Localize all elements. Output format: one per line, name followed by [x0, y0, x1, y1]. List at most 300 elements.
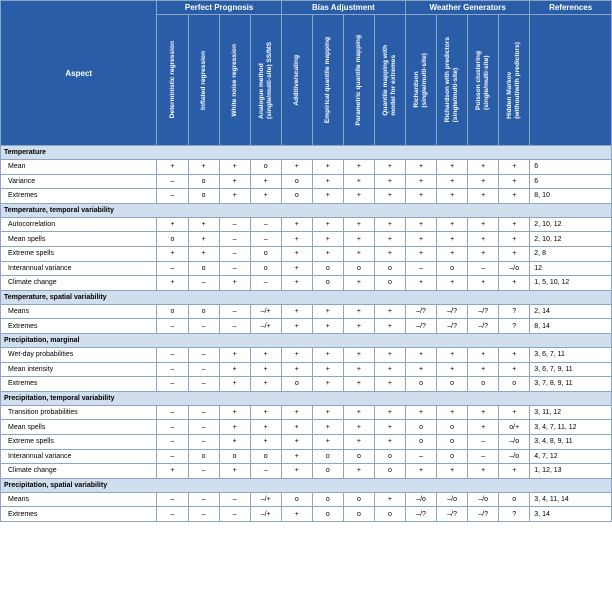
rating-cell: +	[250, 420, 281, 435]
rating-cell: +	[219, 174, 250, 189]
method-label: Richardson with predictors (single/multi-site)	[444, 37, 460, 123]
rating-cell: –/o	[499, 434, 530, 449]
aspect-cell: Extreme spells	[1, 434, 157, 449]
rating-cell: –	[157, 174, 188, 189]
method-label: Analogue method (single/multi-site) SS/MS	[257, 41, 273, 119]
rating-cell: +	[374, 405, 405, 420]
rating-cell: +	[312, 189, 343, 204]
rating-cell: o	[188, 304, 219, 319]
rating-cell: +	[312, 420, 343, 435]
rating-cell: +	[437, 189, 468, 204]
rating-cell: o	[374, 464, 405, 479]
rating-cell: –	[188, 362, 219, 377]
rating-cell: +	[374, 319, 405, 334]
section-title: Temperature, temporal variability	[1, 203, 612, 217]
rating-cell: +	[281, 160, 312, 175]
table-body	[1, 146, 612, 522]
method-header	[499, 15, 530, 146]
method-header	[188, 15, 219, 146]
rating-cell: –/o	[499, 449, 530, 464]
rating-cell: +	[312, 174, 343, 189]
aspect-cell: Transition probabilities	[1, 405, 157, 420]
table-row	[1, 160, 612, 175]
rating-cell: +	[468, 189, 499, 204]
table-row	[1, 449, 612, 464]
rating-cell: +	[468, 464, 499, 479]
rating-cell: o	[250, 246, 281, 261]
references-cell: 8, 10	[530, 189, 612, 204]
rating-cell: –/?	[468, 507, 499, 522]
rating-cell: –	[219, 246, 250, 261]
rating-cell: –	[188, 464, 219, 479]
rating-cell: +	[437, 246, 468, 261]
references-header: References	[530, 1, 612, 15]
rating-cell: –	[406, 261, 437, 276]
rating-cell: +	[374, 377, 405, 392]
rating-cell: o	[312, 449, 343, 464]
rating-cell: –/?	[437, 319, 468, 334]
rating-cell: o	[281, 189, 312, 204]
rating-cell: +	[468, 420, 499, 435]
rating-cell: +	[468, 160, 499, 175]
table-row	[1, 362, 612, 377]
rating-cell: +	[468, 174, 499, 189]
references-header-spacer	[530, 15, 612, 146]
method-label: Parametric quantile mapping	[354, 34, 362, 126]
references-cell: 3, 4, 8, 9, 11	[530, 434, 612, 449]
rating-cell: –/o	[437, 492, 468, 507]
section-title: Temperature	[1, 146, 612, 160]
rating-cell: +	[343, 304, 374, 319]
rating-cell: +	[281, 434, 312, 449]
rating-cell: +	[374, 434, 405, 449]
references-cell: 3, 6, 7, 9, 11	[530, 362, 612, 377]
section-header-row	[1, 478, 612, 492]
rating-cell: o	[468, 377, 499, 392]
rating-cell: –	[188, 507, 219, 522]
rating-cell: +	[468, 405, 499, 420]
rating-cell: +	[499, 347, 530, 362]
aspect-cell: Climate change	[1, 464, 157, 479]
rating-cell: +	[406, 189, 437, 204]
rating-cell: +	[157, 276, 188, 291]
rating-cell: +	[281, 261, 312, 276]
table-row	[1, 405, 612, 420]
method-header	[219, 15, 250, 146]
references-cell: 1, 5, 10, 12	[530, 276, 612, 291]
rating-cell: +	[188, 232, 219, 247]
rating-cell: o	[188, 449, 219, 464]
aspect-cell: Climate change	[1, 276, 157, 291]
rating-cell: o	[188, 261, 219, 276]
rating-cell: +	[437, 405, 468, 420]
rating-cell: o	[343, 261, 374, 276]
rating-cell: +	[468, 347, 499, 362]
rating-cell: +	[374, 160, 405, 175]
rating-cell: +	[374, 246, 405, 261]
table-row	[1, 232, 612, 247]
rating-cell: –	[157, 347, 188, 362]
references-cell: 3, 6, 7, 11	[530, 347, 612, 362]
table-row	[1, 507, 612, 522]
rating-cell: +	[437, 464, 468, 479]
rating-cell: o	[499, 377, 530, 392]
rating-cell: +	[157, 246, 188, 261]
table-row	[1, 304, 612, 319]
aspect-cell: Mean	[1, 160, 157, 175]
aspect-cell: Wet-day probabilities	[1, 347, 157, 362]
rating-cell: –	[188, 405, 219, 420]
rating-cell: +	[250, 174, 281, 189]
rating-cell: –	[157, 434, 188, 449]
rating-cell: –	[219, 492, 250, 507]
aspect-cell: Autocorrelation	[1, 217, 157, 232]
references-cell: 2, 8	[530, 246, 612, 261]
rating-cell: –	[157, 420, 188, 435]
rating-cell: +	[219, 405, 250, 420]
rating-cell: o	[312, 507, 343, 522]
rating-cell: o	[188, 189, 219, 204]
rating-cell: +	[312, 232, 343, 247]
rating-cell: +	[219, 160, 250, 175]
rating-cell: +	[374, 217, 405, 232]
rating-cell: –	[219, 261, 250, 276]
rating-cell: +	[343, 189, 374, 204]
rating-cell: –	[250, 232, 281, 247]
table-row	[1, 174, 612, 189]
rating-cell: –	[157, 449, 188, 464]
section-header-row	[1, 146, 612, 160]
rating-cell: +	[343, 347, 374, 362]
rating-cell: o	[406, 420, 437, 435]
rating-cell: +	[343, 276, 374, 291]
rating-cell: –/+	[250, 507, 281, 522]
rating-cell: +	[499, 246, 530, 261]
rating-cell: –	[219, 217, 250, 232]
rating-cell: +	[219, 464, 250, 479]
table-row	[1, 434, 612, 449]
method-header	[437, 15, 468, 146]
references-cell: 6	[530, 160, 612, 175]
rating-cell: ?	[499, 319, 530, 334]
rating-cell: ?	[499, 304, 530, 319]
method-label: Hidden Markov (without/with predictors)	[506, 41, 522, 119]
group-header-perfect-prognosis: Perfect Prognosis	[157, 1, 281, 15]
rating-cell: +	[406, 464, 437, 479]
rating-cell: o	[437, 434, 468, 449]
rating-cell: +	[219, 276, 250, 291]
rating-cell: o	[374, 449, 405, 464]
rating-cell: +	[281, 217, 312, 232]
rating-cell: +	[250, 434, 281, 449]
rating-cell: +	[281, 420, 312, 435]
rating-cell: +	[281, 449, 312, 464]
rating-cell: o	[250, 160, 281, 175]
rating-cell: o	[374, 276, 405, 291]
rating-cell: +	[437, 160, 468, 175]
references-cell: 12	[530, 261, 612, 276]
rating-cell: o	[281, 492, 312, 507]
rating-cell: o	[281, 377, 312, 392]
table-row	[1, 420, 612, 435]
rating-cell: +	[312, 160, 343, 175]
rating-cell: +	[468, 217, 499, 232]
method-header	[312, 15, 343, 146]
rating-cell: –/o	[406, 492, 437, 507]
rating-cell: +	[499, 464, 530, 479]
rating-cell: +	[499, 276, 530, 291]
rating-cell: –	[468, 449, 499, 464]
method-header	[406, 15, 437, 146]
rating-cell: o	[157, 304, 188, 319]
method-header	[343, 15, 374, 146]
rating-cell: +	[250, 377, 281, 392]
rating-cell: –/+	[250, 319, 281, 334]
rating-cell: +	[437, 232, 468, 247]
table-row	[1, 246, 612, 261]
method-header	[374, 15, 405, 146]
rating-cell: –	[468, 261, 499, 276]
table-row	[1, 347, 612, 362]
rating-cell: +	[374, 492, 405, 507]
aspect-cell: Mean spells	[1, 232, 157, 247]
rating-cell: +	[281, 507, 312, 522]
rating-cell: o	[437, 420, 468, 435]
rating-cell: –	[157, 492, 188, 507]
rating-cell: –/?	[437, 507, 468, 522]
rating-cell: +	[281, 304, 312, 319]
rating-cell: –/?	[468, 319, 499, 334]
section-header-row	[1, 333, 612, 347]
rating-cell: –	[468, 434, 499, 449]
rating-cell: o	[250, 449, 281, 464]
rating-cell: +	[437, 347, 468, 362]
rating-cell: +	[219, 362, 250, 377]
rating-cell: –	[157, 362, 188, 377]
rating-cell: +	[312, 347, 343, 362]
rating-cell: –	[157, 189, 188, 204]
references-cell: 6	[530, 174, 612, 189]
rating-cell: +	[157, 217, 188, 232]
rating-cell: –	[157, 377, 188, 392]
rating-cell: –	[188, 347, 219, 362]
rating-cell: o	[312, 492, 343, 507]
references-cell: 2, 10, 12	[530, 232, 612, 247]
rating-cell: +	[312, 405, 343, 420]
rating-cell: o	[343, 507, 374, 522]
rating-cell: +	[499, 217, 530, 232]
section-header-row	[1, 391, 612, 405]
rating-cell: +	[343, 160, 374, 175]
rating-cell: +	[406, 232, 437, 247]
rating-cell: o	[312, 276, 343, 291]
group-header-row	[1, 1, 612, 15]
method-header	[281, 15, 312, 146]
rating-cell: +	[219, 420, 250, 435]
references-cell: 4, 7, 12	[530, 449, 612, 464]
rating-cell: ?	[499, 507, 530, 522]
rating-cell: +	[374, 189, 405, 204]
rating-cell: o	[219, 449, 250, 464]
rating-cell: +	[374, 174, 405, 189]
rating-cell: +	[343, 217, 374, 232]
rating-cell: o	[406, 377, 437, 392]
aspect-cell: Mean intensity	[1, 362, 157, 377]
rating-cell: –	[188, 377, 219, 392]
rating-cell: o	[250, 261, 281, 276]
rating-cell: +	[312, 319, 343, 334]
rating-cell: +	[343, 377, 374, 392]
rating-cell: +	[312, 377, 343, 392]
rating-cell: +	[343, 434, 374, 449]
references-cell: 3, 11, 12	[530, 405, 612, 420]
rating-cell: o	[374, 261, 405, 276]
rating-cell: +	[499, 405, 530, 420]
rating-cell: –/+	[250, 304, 281, 319]
rating-cell: +	[406, 246, 437, 261]
rating-cell: +	[343, 362, 374, 377]
rating-cell: +	[437, 276, 468, 291]
rating-cell: +	[406, 276, 437, 291]
rating-cell: +	[188, 246, 219, 261]
rating-cell: +	[281, 347, 312, 362]
rating-cell: +	[406, 347, 437, 362]
rating-cell: +	[157, 160, 188, 175]
rating-cell: –	[219, 319, 250, 334]
rating-cell: +	[468, 246, 499, 261]
rating-cell: –	[219, 304, 250, 319]
rating-cell: –/?	[406, 319, 437, 334]
rating-cell: +	[437, 362, 468, 377]
section-title: Precipitation, marginal	[1, 333, 612, 347]
rating-cell: +	[219, 377, 250, 392]
rating-cell: +	[499, 189, 530, 204]
method-label: White noise regression	[230, 43, 238, 117]
section-title: Precipitation, temporal variability	[1, 391, 612, 405]
rating-cell: +	[343, 420, 374, 435]
rating-cell: +	[343, 464, 374, 479]
rating-cell: +	[374, 232, 405, 247]
method-label: Quantile mapping with model for extremes	[381, 44, 397, 116]
references-cell: 2, 14	[530, 304, 612, 319]
rating-cell: –	[157, 319, 188, 334]
rating-cell: +	[312, 304, 343, 319]
rating-cell: +	[312, 246, 343, 261]
aspect-cell: Interannual variance	[1, 261, 157, 276]
rating-cell: o	[374, 507, 405, 522]
rating-cell: +	[281, 464, 312, 479]
method-label: Inflated regression	[199, 50, 207, 110]
rating-cell: –/+	[250, 492, 281, 507]
aspect-header: Aspect	[1, 1, 157, 146]
rating-cell: –	[188, 492, 219, 507]
references-cell: 3, 4, 7, 11, 12	[530, 420, 612, 435]
rating-cell: –	[250, 464, 281, 479]
rating-cell: +	[406, 217, 437, 232]
references-cell: 3, 4, 11, 14	[530, 492, 612, 507]
section-header-row	[1, 290, 612, 304]
rating-cell: o	[312, 464, 343, 479]
rating-cell: –	[157, 405, 188, 420]
group-header-weather-generators: Weather Generators	[406, 1, 530, 15]
table-row	[1, 492, 612, 507]
rating-cell: –/o	[499, 261, 530, 276]
rating-cell: +	[374, 304, 405, 319]
aspect-cell: Variance	[1, 174, 157, 189]
references-cell: 3, 14	[530, 507, 612, 522]
rating-cell: +	[312, 362, 343, 377]
rating-cell: +	[499, 232, 530, 247]
method-label: Poisson clustering (single/multi-site)	[475, 50, 491, 110]
rating-cell: +	[281, 362, 312, 377]
rating-cell: +	[468, 276, 499, 291]
rating-cell: +	[312, 434, 343, 449]
rating-cell: –	[219, 507, 250, 522]
aspect-cell: Mean spells	[1, 420, 157, 435]
rating-cell: –	[188, 434, 219, 449]
rating-cell: +	[250, 189, 281, 204]
rating-cell: +	[374, 347, 405, 362]
method-label: Empirical quantile mapping	[323, 36, 331, 124]
rating-cell: +	[406, 160, 437, 175]
rating-cell: –	[157, 507, 188, 522]
rating-cell: o	[343, 449, 374, 464]
rating-cell: +	[468, 232, 499, 247]
method-header	[250, 15, 281, 146]
aspect-cell: Interannual variance	[1, 449, 157, 464]
table-row	[1, 377, 612, 392]
rating-cell: +	[343, 232, 374, 247]
rating-cell: +	[343, 174, 374, 189]
rating-cell: –	[157, 261, 188, 276]
aspect-cell: Extremes	[1, 377, 157, 392]
section-header-row	[1, 203, 612, 217]
rating-cell: –/?	[406, 507, 437, 522]
rating-cell: o	[437, 377, 468, 392]
rating-cell: o	[343, 492, 374, 507]
method-label: Richardson (single/multi-site)	[413, 52, 429, 108]
rating-cell: o	[188, 174, 219, 189]
rating-cell: +	[499, 160, 530, 175]
aspect-cell: Means	[1, 304, 157, 319]
rating-cell: +	[281, 319, 312, 334]
table-row	[1, 261, 612, 276]
method-label: Additive/scaling	[292, 54, 300, 106]
references-cell: 8, 14	[530, 319, 612, 334]
method-label: Deterministic regression	[168, 41, 176, 119]
rating-cell: –/?	[406, 304, 437, 319]
rating-cell: +	[157, 464, 188, 479]
table-row	[1, 464, 612, 479]
rating-cell: +	[343, 246, 374, 261]
rating-cell: +	[437, 217, 468, 232]
rating-cell: –/?	[468, 304, 499, 319]
rating-cell: –	[188, 319, 219, 334]
method-header	[468, 15, 499, 146]
rating-cell: +	[188, 160, 219, 175]
section-title: Temperature, spatial variability	[1, 290, 612, 304]
rating-cell: o/+	[499, 420, 530, 435]
rating-cell: o	[499, 492, 530, 507]
rating-cell: –	[250, 276, 281, 291]
rating-cell: +	[281, 276, 312, 291]
rating-cell: +	[281, 246, 312, 261]
table-row	[1, 276, 612, 291]
rating-cell: +	[406, 174, 437, 189]
rating-cell: o	[437, 449, 468, 464]
group-header-bias-adjustment: Bias Adjustment	[281, 1, 405, 15]
rating-cell: +	[437, 174, 468, 189]
